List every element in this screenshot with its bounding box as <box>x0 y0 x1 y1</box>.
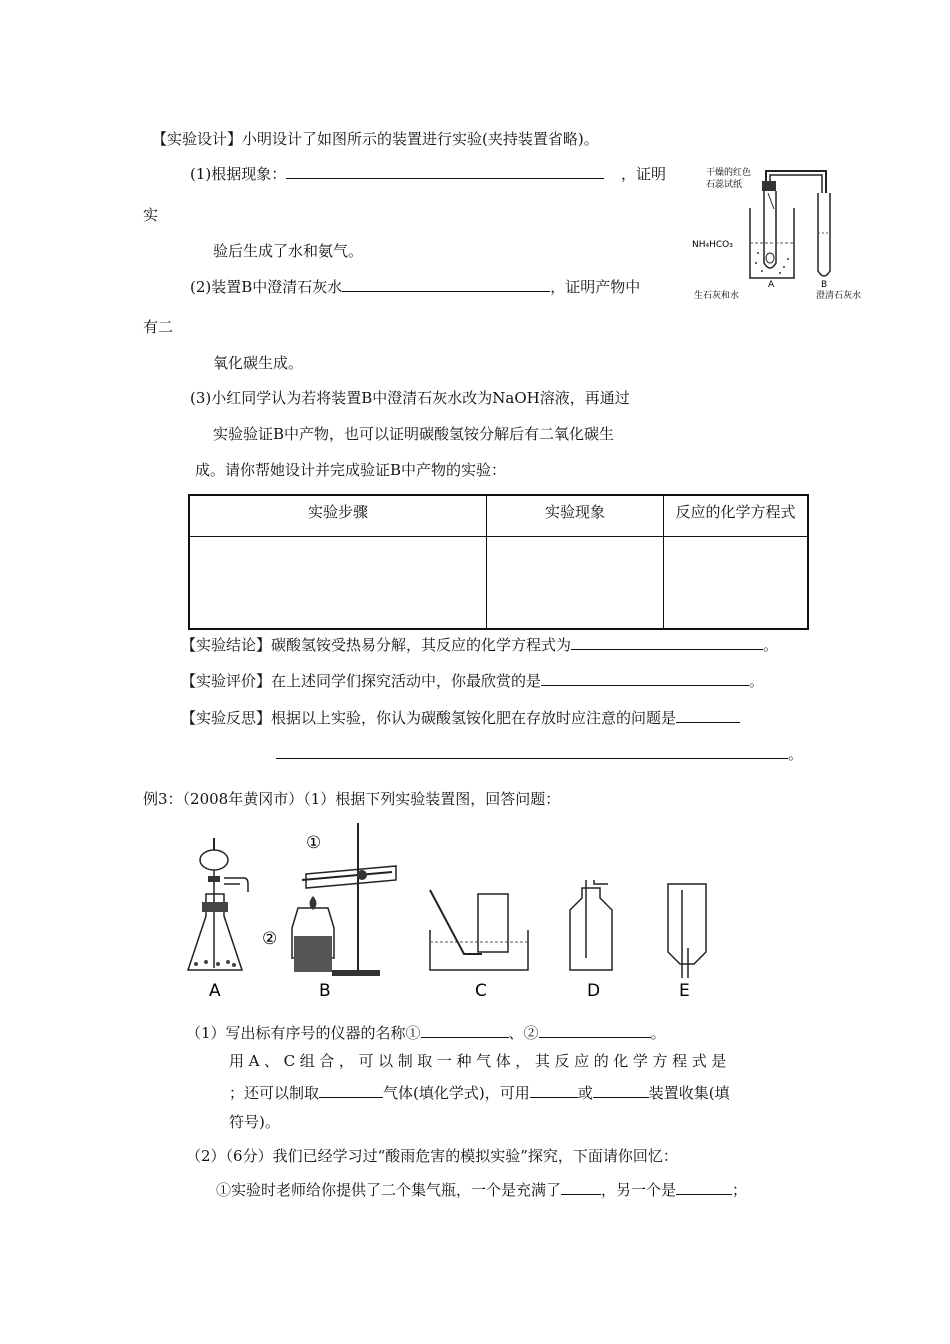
design-paragraph <box>152 129 599 149</box>
q1-continuation: 验后生成了水和氨气。 <box>213 242 364 260</box>
conclusion-text: 碳酸氢铵受热易分解，其反应的化学方程式为 <box>271 636 572 654</box>
example3-q1-line3 <box>229 1082 730 1103</box>
answer-blank[interactable] <box>561 1179 601 1195</box>
table-header-row <box>189 495 808 537</box>
label-reagent: NH₄HCO₃ <box>692 240 733 250</box>
question-2 <box>190 276 640 297</box>
answer-blank[interactable] <box>539 1022 651 1038</box>
example3-q1-line2: 用A、C组合，可以制取一种气体，其反应的化学方程式是 <box>229 1052 731 1070</box>
label-dry-paper: 干燥的红色 <box>706 168 752 178</box>
water-trough-icon <box>430 890 528 970</box>
gas-bottle-e-icon <box>668 884 706 978</box>
answer-blank[interactable] <box>342 276 550 292</box>
answer-blank[interactable] <box>676 707 740 723</box>
line3a: ；还可以制取 <box>229 1084 320 1102</box>
cell-equation[interactable] <box>664 537 809 630</box>
q1-prefix: (1)根据现象： <box>190 165 287 183</box>
evaluation-line <box>181 670 764 691</box>
label-a: A <box>768 280 775 290</box>
fig-label-d: D <box>587 981 601 1001</box>
design-text: 小明设计了如图所示的装置进行实验(夹持装置省略)。 <box>242 130 599 148</box>
answer-blank[interactable] <box>530 1082 578 1098</box>
line3c: 或 <box>577 1084 593 1102</box>
question-3-line1: (3)小红同学认为若将装置B中澄清石灰水改为NaOH溶液，再通过 <box>190 389 630 407</box>
example3-q2-line2 <box>216 1179 747 1200</box>
example3-q1 <box>186 1022 666 1043</box>
conclusion-line <box>181 634 778 655</box>
label-litmus: 石蕊试纸 <box>706 180 743 190</box>
example3-q2-line1: （2）（6分）我们已经学习过“酸雨危害的模拟实验”探究，下面请你回忆： <box>186 1147 678 1165</box>
question-1 <box>190 163 666 184</box>
line3d: 装置收集(填 <box>648 1084 730 1102</box>
q1-suffix: ，证明 <box>621 165 667 183</box>
cell-steps[interactable] <box>189 537 487 630</box>
question-3-line2: 实验验证B中产物，也可以证明碳酸氢铵分解后有二氧化碳生 <box>213 425 615 443</box>
answer-blank[interactable] <box>676 1179 732 1195</box>
label-limewater: 澄清石灰水 <box>816 291 862 301</box>
erlenmeyer-flask-icon <box>188 838 248 970</box>
evaluation-text: 在上述同学们探究活动中，你最欣赏的是 <box>271 672 542 690</box>
period: 。 <box>788 745 804 763</box>
header-phenomena: 实验现象 <box>487 495 664 537</box>
q2-wrap: 有二 <box>143 318 174 336</box>
q2-line2c: ； <box>732 1181 748 1199</box>
q2-line2a: ①实验时老师给你提供了二个集气瓶，一个是充满了 <box>216 1181 562 1199</box>
answer-blank[interactable] <box>593 1082 649 1098</box>
apparatus-figure-2 <box>182 818 712 1002</box>
answer-blank[interactable] <box>286 163 604 179</box>
apparatus-figure-1 <box>690 163 890 303</box>
q1-wrap: 实 <box>143 206 159 224</box>
q2-suffix: ，证明产物中 <box>550 278 641 296</box>
test-tube-b-icon <box>818 193 830 276</box>
label-lime: 生石灰和水 <box>694 291 740 301</box>
cell-phenomena[interactable] <box>487 537 664 630</box>
marker-1: ① <box>306 833 322 853</box>
reflection-label: 【实验反思】 <box>181 709 272 727</box>
period: 。 <box>749 672 765 690</box>
reflection-line <box>181 707 740 728</box>
label-b: B <box>821 280 828 290</box>
answer-blank[interactable] <box>571 634 763 650</box>
answer-blank[interactable] <box>276 743 788 759</box>
period: 。 <box>763 636 779 654</box>
experiment-table <box>188 494 809 630</box>
reflection-text: 根据以上实验，你认为碳酸氢铵化肥在存放时应注意的问题是 <box>271 709 677 727</box>
fig-label-e: E <box>679 981 690 1001</box>
header-steps: 实验步骤 <box>189 495 487 537</box>
table-row <box>189 537 808 630</box>
q1-mid: 、② <box>508 1024 539 1042</box>
q2-prefix: (2)装置B中澄清石灰水 <box>190 278 343 296</box>
answer-blank[interactable] <box>319 1082 383 1098</box>
conclusion-label: 【实验结论】 <box>181 636 272 654</box>
fig-label-b: B <box>319 981 331 1001</box>
evaluation-label: 【实验评价】 <box>181 672 272 690</box>
fig-label-a: A <box>209 981 221 1001</box>
fig-label-c: C <box>475 981 487 1001</box>
header-equation: 反应的化学方程式 <box>664 495 809 537</box>
reflection-line2 <box>276 743 803 764</box>
question-3-line3: 成。请你帮她设计并完成验证B中产物的实验： <box>195 461 507 479</box>
answer-blank[interactable] <box>421 1022 509 1038</box>
marker-2: ② <box>262 929 278 949</box>
example3-q1-line4: 符号)。 <box>229 1113 280 1131</box>
gas-bottle-d-icon <box>570 880 612 970</box>
period: 。 <box>650 1024 666 1042</box>
example3-title: 例3：（2008年黄冈市）（1）根据下列实验装置图，回答问题： <box>143 790 561 808</box>
design-label: 【实验设计】 <box>152 130 243 148</box>
stopper-icon <box>762 181 776 191</box>
q2-continuation: 氧化碳生成。 <box>213 354 304 372</box>
q1-prefix: （1）写出标有序号的仪器的名称① <box>186 1024 421 1042</box>
q2-line2b: ，另一个是 <box>601 1181 677 1199</box>
line3b: 气体(填化学式)，可用 <box>383 1084 530 1102</box>
answer-blank[interactable] <box>541 670 749 686</box>
